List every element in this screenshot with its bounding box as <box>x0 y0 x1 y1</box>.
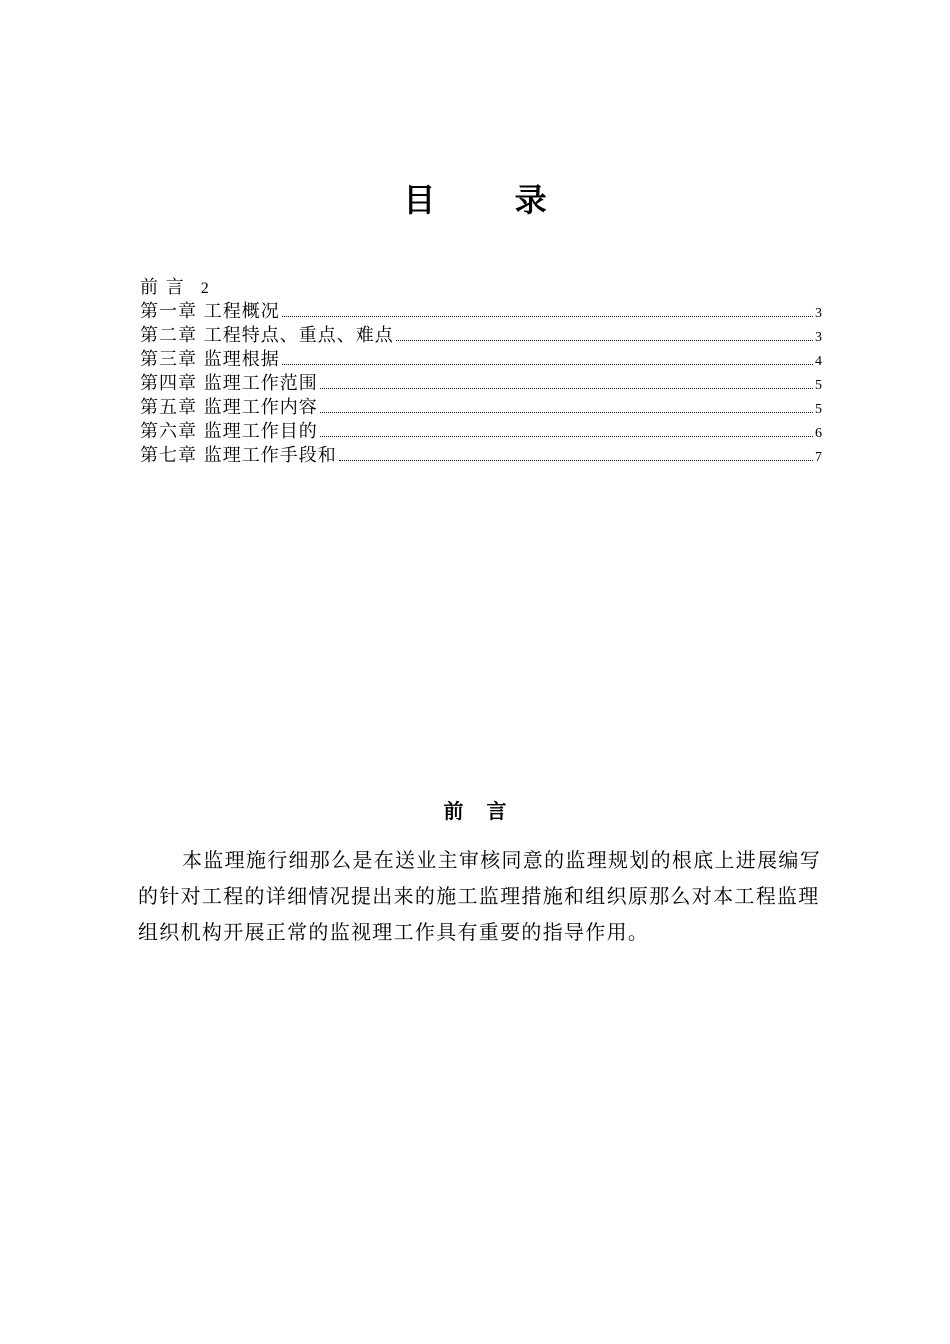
toc-entry-chapter-3[interactable] <box>140 348 822 372</box>
toc-entry-chapter-7[interactable] <box>140 444 822 468</box>
toc-entry-label: 第一章 工程概况 <box>140 301 280 322</box>
toc-entry-preface[interactable] <box>140 276 822 300</box>
toc-entry-label: 第二章 工程特点、重点、难点 <box>140 325 394 346</box>
toc-dot-leader <box>282 363 813 365</box>
toc-entry-page: 4 <box>815 354 822 369</box>
toc-title: 目 录 <box>403 181 581 219</box>
toc-entry-chapter-1[interactable] <box>140 300 822 324</box>
toc-dot-leader <box>339 459 813 461</box>
toc-dot-leader <box>396 339 813 341</box>
toc-dot-leader <box>320 387 813 389</box>
toc-entry-label: 第七章 监理工作手段和 <box>140 445 337 466</box>
preface-title: 前 言 <box>443 799 515 823</box>
toc-entry-label: 前 言 <box>140 277 185 298</box>
toc-dot-leader <box>320 411 813 413</box>
toc-entry-chapter-5[interactable] <box>140 396 822 420</box>
toc-entry-label: 第三章 监理根据 <box>140 349 280 370</box>
toc-entry-page: 6 <box>815 426 822 441</box>
toc-entry-page: 7 <box>815 450 822 465</box>
toc-entry-page: 2 <box>200 280 209 297</box>
toc-entry-page: 3 <box>815 306 822 321</box>
toc-entry-chapter-2[interactable] <box>140 324 822 348</box>
preface-body: 本监理施行细那么是在送业主审核同意的监理规划的根底上进展编写的针对工程的详细情况提出来的施工监理措施和组织原那么对本工程监理组织机构开展正常的监视理工作具有重要的指导作用。 <box>138 848 821 944</box>
toc-entry-page: 5 <box>815 378 822 393</box>
toc-entry-page: 5 <box>815 402 822 417</box>
toc-dot-leader <box>320 435 813 437</box>
table-of-contents <box>140 276 822 468</box>
toc-entry-page: 3 <box>815 330 822 345</box>
toc-entry-chapter-6[interactable] <box>140 420 822 444</box>
toc-entry-chapter-4[interactable] <box>140 372 822 396</box>
toc-entry-label: 第五章 监理工作内容 <box>140 397 318 418</box>
toc-entry-label: 第四章 监理工作范围 <box>140 373 318 394</box>
toc-entry-label: 第六章 监理工作目的 <box>140 421 318 442</box>
toc-dot-leader <box>282 315 813 317</box>
